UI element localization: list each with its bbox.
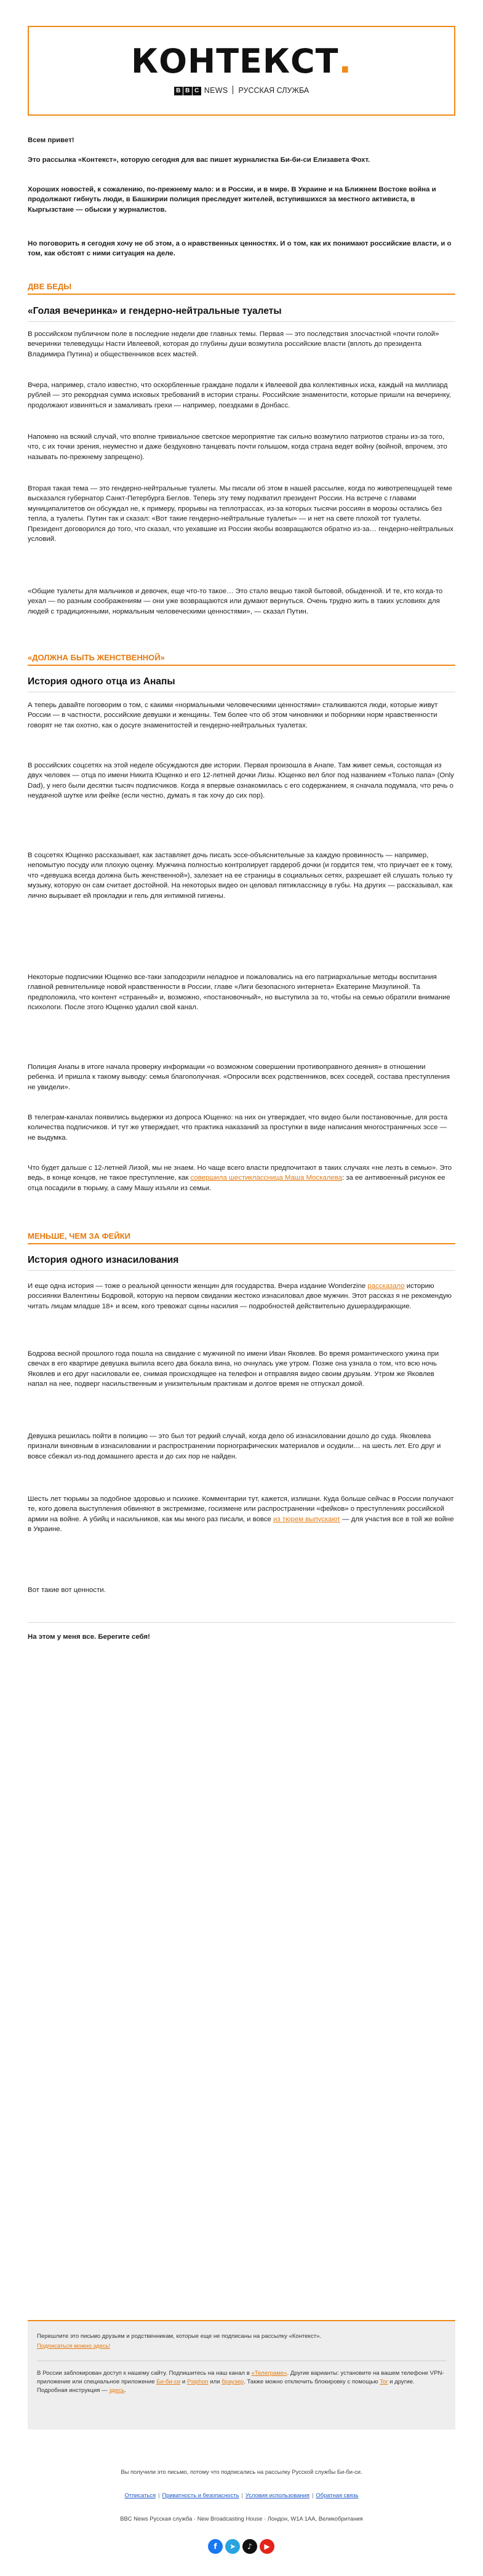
tiktok-icon[interactable]	[242, 2539, 257, 2554]
social-icons	[208, 2539, 276, 2555]
s2-paragraph-7	[28, 1163, 455, 1193]
closing-divider-top	[28, 1622, 455, 1623]
bbc-letter-b1: B	[174, 87, 183, 95]
masthead	[28, 26, 455, 116]
logo-text: КОНТЕКСТ	[130, 42, 339, 81]
postal-address: BBC News Русская служба · New Broadcasting House · Лондон, W1A 1AA, Великобритания	[120, 2515, 363, 2522]
logo-dot: .	[338, 42, 353, 81]
s3-p4-text-b: — для участия все в той же войне в Украине.	[28, 1515, 454, 1534]
tiktok-glyph: ♪	[247, 2542, 252, 2551]
headline-divider-3	[28, 1270, 455, 1271]
wonderzine-link[interactable]: рассказало	[367, 1282, 405, 1290]
s1-paragraph-4: Вторая такая тема — это гендерно-нейтральные туалеты. Мы писали об этом в нашей рассылке, когда по животрепещущей теме высказался губернатор Санкт-Петербурга Беглов. Теперь эту тему подхватил президент России. На встрече с главами муниципалитетов он обсуждал не, к примеру, прорывы на теплотрассах, из-за которых тысячи россиян в морозы остались без тепла, а туалеты. Путин так и сказал: «Вот такие гендерно-нейтральные туалеты» — и нет на свете плохой тот туалеты. Президент договорился до того, что сказал, что уехавшие из России якобы возвращаются обратно из-за… гендерно-нейтральных условий.	[28, 485, 453, 543]
subscribe-link[interactable]: Подписаться можно здесь!	[37, 2343, 111, 2350]
s3-p4-text-a: Шесть лет тюрьмы за подобное здоровью и психике. Комментарии тут, кажется, излишни. Куда больше сейчас в России получают те, кого довела выступления обвиняют в экстремизме, госизмене или распространении «фейков» о преступлениях российской армии на войне. А убийц и насильников, как мы много раз писали, и вовсе	[28, 1495, 454, 1523]
s1-paragraph-1: В российском публичном поле в последние недели две главных темы. Первая — это последствия злосчастной «почти голой» вечеринки телеведущы Насти Ивлеевой, которая до глубины души возмутила российские власти (вплоть до президента Владимира Путина) и общественников всех мастей.	[28, 330, 439, 358]
s1-paragraph-2: Вчера, например, стало известно, что оскорбленные граждане подали к Ивлеевой два коллективных иска, каждый на миллиард рублей — это рекордная сумма исковых требований в истории страны. Российские знаменитости, которые пришли на вечеринку, продолжают извиняться и замаливать грехи — например, поездками в Донбасс.	[28, 382, 451, 409]
block-text-d: или	[208, 2378, 222, 2385]
youtube-glyph: ▶	[264, 2542, 270, 2551]
browser-link[interactable]: браузер	[222, 2378, 244, 2385]
telegram-link[interactable]: «Телеграме»	[251, 2370, 287, 2377]
terms-link[interactable]: Условия использования	[245, 2492, 309, 2498]
s3-paragraph-4	[28, 1494, 455, 1535]
blocking-note	[37, 2369, 446, 2395]
footer-links	[28, 2491, 455, 2499]
forward-note: Перешлите это письмо друзьям и родственникам, которые еще не подписаны на рассылку «Контекст».	[37, 2333, 322, 2340]
closing-text: На этом у меня все. Берегите себя!	[28, 1633, 150, 1641]
block-text-f: и другие. Подробная инструкция —	[37, 2378, 415, 2394]
s2-paragraph-2: В российских соцсетях на этой неделе обсуждаются две истории. Первая произошла в Анапе. Там живет семья, состоящая из двух человек — отца по имени Никита Ющенко и его 12-летней дочки Лизы. Ющенко вел блог под названием «Только папа» (Only Dad), у него были десятки тысяч подписчиков. Когда я впервые ознакомилась с его содержанием, я сначала подумала, что речь о неудачной шутке или фейке (если честно, думать я так хочу до сих пор).	[28, 762, 454, 800]
intro-author: Это рассылка «Контекст», которую сегодня для вас пишет журналистка Би-би-си Елизавета Фохт.	[28, 156, 370, 164]
block-text-e: . Также можно отключить блокировку с помощью	[244, 2378, 380, 2385]
telegram-glyph: ➤	[229, 2542, 236, 2551]
block-text-b: . Другие варианты: установите на вашем телефоне VPN-приложение или специальное приложение	[37, 2370, 444, 2385]
prison-release-link[interactable]: из тюрем выпускают	[273, 1515, 340, 1523]
headline-divider-1	[28, 321, 455, 322]
headline-1: «Голая вечеринка» и гендерно-нейтральные туалеты	[28, 306, 282, 316]
unsubscribe-link[interactable]: Отписаться	[124, 2492, 156, 2498]
feedback-link[interactable]: Обратная связь	[316, 2492, 359, 2498]
intro-topic: Но поговорить я сегодня хочу не об этом, а о нравственных ценностях. И о том, как их понимают российские власти, и о том, как обстоят с ними ситуация на деле.	[28, 240, 452, 258]
headline-2: История одного отца из Анапы	[28, 676, 175, 687]
section-label-2: «ДОЛЖНА БЫТЬ ЖЕНСТВЕННОЙ»	[28, 653, 165, 662]
section-divider-2	[28, 665, 455, 666]
subscription-reason: Вы получили это письмо, потому что подписались на рассылку Русской службы Би-би-си.	[121, 2468, 362, 2475]
block-text-c: и	[180, 2378, 187, 2385]
facebook-icon[interactable]	[208, 2539, 223, 2554]
s3-paragraph-1	[28, 1281, 455, 1311]
section-label-3: МЕНЬШЕ, ЧЕМ ЗА ФЕЙКИ	[28, 1231, 130, 1241]
block-text-a: В России заблокирован доступ к нашему сайту. Подпишитесь на наш канал в	[37, 2370, 252, 2377]
bbc-app-link[interactable]: Би-би-си	[156, 2378, 181, 2385]
kontekst-logo	[29, 43, 454, 80]
link-separator: |	[311, 2492, 314, 2498]
news-word: NEWS	[204, 86, 228, 95]
subscribe-line	[37, 2342, 446, 2351]
block-text-g: .	[124, 2387, 126, 2394]
s1-paragraph-3: Напомню на всякий случай, что вполне тривиальное светское мероприятие так сильно возмутило патриотов страны из-за того, что, с их точки зрения, неуместно и даже бездуховно танцевать почти голышом, когда страна ведет войну (войной, впрочем, это называть по-прежнему запрещено).	[28, 433, 447, 461]
moskaleva-link[interactable]: совершила шестиклассница Маша Москалева	[190, 1174, 342, 1182]
bbc-letter-c: C	[193, 87, 201, 95]
privacy-link[interactable]: Приватность и безопасность	[162, 2492, 239, 2498]
s2-p7-text-b: : за ее антивоенный рисунок ее отца посадили в тюрьму, а саму Машу изъяли из семьи.	[28, 1174, 445, 1192]
s1-paragraph-5: «Общие туалеты для мальчиков и девочек, еще что-то такое… Это стало вещью такой бытовой, обыденной. И те, кто когда-то уехал — по разным соображениям — они уже возвращаются или думают вернуться. Очень трудно жить в таких условиях для людей с традиционными, нормальным человеческими ценностями», — сказал Путин.	[28, 588, 443, 615]
link-separator: |	[241, 2492, 243, 2498]
s2-paragraph-4: Некоторые подписчики Ющенко все-таки заподозрили неладное и пожаловались на его патриархальные методы воспитания главной ревнительнице новой нравственности в России, главе «Лиги безопасного интернета» Екатерине Мизулиной. Та предположила, что контент «странный» и, возможно, «постановочный», но выступила за то, чтобы на семью обратили внимание психологи. После этого Ющенко удалил свой канал.	[28, 974, 450, 1012]
s3-p1-text-a: И еще одна история — тоже о реальной ценности женщин для государства. Вчера издание Wonderzine	[28, 1282, 368, 1290]
link-separator: |	[158, 2492, 160, 2498]
s3-p1-text-b: историю россиянки Валентины Бодровой, которую на первом свидании жестоко изнасиловал двое мужчин. Этот рассказ я не рекомендую читать лицам младше 18+ и всем, кого тревожат сцены насилия — подробностей действительно душераздирающие.	[28, 1282, 452, 1310]
bbc-letter-b2: B	[183, 87, 192, 95]
greeting: Всем привет!	[28, 137, 74, 144]
section-divider-3	[28, 1243, 455, 1244]
footer-box	[28, 2320, 455, 2430]
psiphon-link[interactable]: Psiphon	[186, 2378, 209, 2385]
s2-p7-text-a: Что будет дальше с 12-летней Лизой, мы не знаем. Но чаще всего власти предпочитают в таких случаях «не лезть в семью». Это ведь, в конце концов, не такое преступление, как	[28, 1164, 452, 1182]
s3-paragraph-3: Девушка решилась пойти в полицию — это был тот редкий случай, когда дело об изнасиловании дошло до суда. Яковлева признали виновным в изнасиловании и распространении порнографических материалов и осудили… на шесть лет. Его друг и вовсе сбежал из-под домашнего ареста и до сих пор не найден.	[28, 1433, 441, 1460]
intro-news: Хороших новостей, к сожалению, по-прежнему мало: и в России, и в мире. В Украине и на Ближнем Востоке война и продолжают гибнуть люди, в Башкирии полиция преследует жителей, вступившихся за местного активиста, в Кыргызстане — обыски у журналистов.	[28, 186, 436, 214]
headline-3: История одного изнасилования	[28, 1255, 179, 1265]
s2-paragraph-3: В соцсетях Ющенко рассказывает, как заставляет дочь писать эссе-объяснительные за каждую провинность — например, непомытую посуду или плохую оценку. Мужчина полностью контролирует гардероб дочки (и гордится тем, что приучает ее к тому, что «девушка всегда должна быть женственной»), залезает на ее страницы в социальных сетях, разрешает ей слушать только ту музыку, которую он сам считает достойной. На некоторых видео он целовал пятиклассницу в губы. На других — рассказывал, как лично вырывает ей прокладки и гель для интимной гигиены.	[28, 852, 453, 900]
s2-paragraph-1: А теперь давайте поговорим о том, с какими «нормальными человеческими ценностями» сталкиваются люди, которые живут России — в частности, российские девушки и женщины. Тем более что об этом чиновники и поборники норм нравственности говорят не так охотно, как о досуге знаменитостей и гендерно-нейтральных туалетах.	[28, 702, 438, 729]
instructions-link[interactable]: здесь	[109, 2387, 125, 2394]
s3-paragraph-5: Вот такие вот ценности.	[28, 1586, 106, 1594]
section-divider-1	[28, 294, 455, 295]
telegram-icon[interactable]	[225, 2539, 240, 2554]
service-name: РУССКАЯ СЛУЖБА	[238, 86, 309, 95]
section-label-1: ДВЕ БЕДЫ	[28, 282, 71, 291]
bbc-russian-logo	[29, 85, 454, 96]
facebook-glyph: f	[214, 2542, 217, 2551]
s2-paragraph-5: Полиция Анапы в итоге начала проверку информации «о возможном совершении противоправного деяния» в отношении ребенка. И пришла к такому выводу: семья благополучная. «Опросили всех родственников, всех соседей, состава преступления не увидели».	[28, 1063, 450, 1091]
s3-paragraph-2: Бодрова весной прошлого года пошла на свидание с мужчиной по имени Иван Яковлев. Во время романтического ужина при свечах в его квартире девушка выпила всего два бокала вина, но очнулась уже утром. Позже она узнала о том, что всю ночь Яковлев и его друг насиловали ее, снимая происходящее на телефон и отправляя видео своим друзьям. Утром же Яковлев напал на нее, подверг насильственным и унизительным практикам и долгое время не отпускал домой.	[28, 1350, 439, 1388]
tor-link[interactable]: Tor	[380, 2378, 388, 2385]
youtube-icon[interactable]	[260, 2539, 274, 2554]
s2-paragraph-6: В телеграм-каналах появились выдержки из допроса Ющенко: на них он утверждает, что видео были постановочные, для роста количества подписчиков. И тут же утверждает, что практика наказаний за проступки в виде написания многостраничных эссе — не выдумка.	[28, 1114, 448, 1142]
